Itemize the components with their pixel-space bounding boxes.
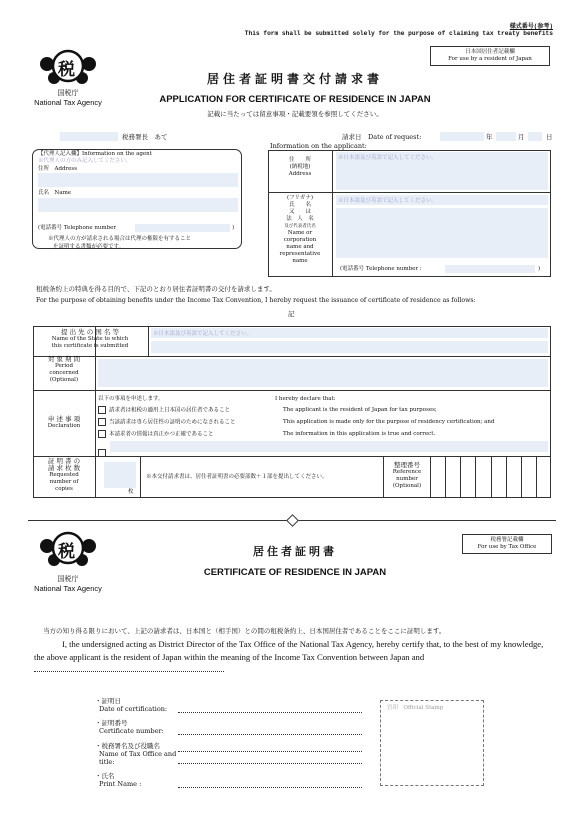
- declaration-item-2: [98, 418, 236, 427]
- cert-date-jp: ・証明日: [95, 697, 121, 705]
- resident-use-en: For use by a resident of Japan: [448, 56, 532, 62]
- state-en-1: Name of the State to which: [51, 336, 129, 342]
- tax-office-input[interactable]: [60, 132, 118, 141]
- request-month-input[interactable]: [496, 132, 516, 141]
- period-label: [35, 356, 93, 384]
- cert-name-line[interactable]: [178, 787, 362, 788]
- application-title-jp: 居住者証明書交付請求書: [206, 72, 383, 86]
- request-statement-jp: 租税条約上の特典を得る目的で、下記のとおり居住者証明書の交付を請求します。: [36, 285, 276, 293]
- declaration-other-input[interactable]: [110, 441, 548, 452]
- agency-name-en-bottom: National Tax Agency: [34, 584, 102, 593]
- office-use-jp: 税務署記載欄: [490, 537, 524, 543]
- address-hint: ※日本語及び英語で記入してください。: [338, 155, 438, 161]
- applicant-furigana-input[interactable]: [336, 195, 548, 205]
- copies-en-1: Requested: [49, 472, 79, 478]
- resident-use-jp: 日本国居住者記載欄: [465, 49, 515, 55]
- copies-jp-2: 請 求 枚 数: [47, 464, 81, 472]
- declaration-checkbox-3[interactable]: [98, 430, 106, 438]
- declaration-item-1-en: The applicant is the resident of Japan for tax purposes;: [283, 407, 437, 413]
- tax-office-suffix: 税務署長 あて: [122, 133, 168, 141]
- copies-divider: [140, 456, 141, 498]
- separator-diamond: [286, 514, 299, 527]
- name-jp-1: 氏 名: [288, 202, 311, 208]
- applicant-info-label: Information on the applicant:: [270, 142, 367, 150]
- request-year-input[interactable]: [440, 132, 484, 141]
- applicant-name-input[interactable]: [336, 208, 548, 258]
- nta-logo-bottom: [38, 530, 98, 570]
- state-divider: [148, 326, 149, 356]
- period-en-1: Period: [55, 363, 73, 369]
- agent-phone-input[interactable]: [135, 224, 230, 232]
- address-en: Address: [288, 171, 312, 177]
- cert-date-en: Date of certification:: [99, 705, 168, 713]
- state-input-jp[interactable]: [151, 328, 548, 338]
- applicant-row-divider: [268, 192, 551, 193]
- period-en-3: (Optional): [49, 377, 79, 383]
- declaration-checkbox-4[interactable]: [98, 449, 106, 457]
- declaration-label: [35, 416, 93, 430]
- request-statement-en: For the purpose of obtaining benefits under the Income Tax Convention, I hereby request the issuance of certificate of residence as follows:: [36, 297, 476, 304]
- name-hint: ※日本語及び英語で記入してください。: [338, 198, 438, 204]
- name-jp-3: 法 人 名: [286, 216, 314, 222]
- cert-field-2: [95, 719, 164, 735]
- certificate-title-jp: 居住者証明書: [253, 546, 337, 558]
- office-use-en: For use by Tax Office: [477, 544, 537, 550]
- cert-office-line-2[interactable]: [178, 763, 362, 764]
- day-label: 日: [546, 133, 553, 141]
- cert-field-3: [95, 742, 177, 766]
- logo-char: 税: [58, 60, 75, 79]
- partner-country-line[interactable]: [34, 663, 224, 672]
- name-en-1: Name or: [287, 230, 313, 236]
- declaration-en: Declaration: [47, 423, 81, 429]
- cert-number-jp: ・証明番号: [95, 719, 128, 727]
- state-hint: ※日本語及び英語で記入してください。: [153, 331, 253, 337]
- month-label: 月: [518, 133, 525, 141]
- applicant-phone-close: ): [538, 266, 541, 272]
- address-jp-2: (納税地): [289, 164, 311, 170]
- name-jp-4: 及び代表者氏名: [284, 224, 316, 229]
- application-title-en: APPLICATION FOR CERTIFICATE OF RESIDENCE IN JAPAN: [159, 94, 431, 105]
- agent-address-input[interactable]: [38, 173, 238, 187]
- period-input[interactable]: [98, 359, 548, 387]
- cert-office-en: Name of Tax Office and title:: [99, 750, 177, 766]
- year-label: 年: [486, 133, 493, 141]
- declaration-jp: 申 述 事 項: [47, 415, 81, 423]
- agent-heading: 【代理人記入欄】Information on the agent: [38, 151, 152, 157]
- declaration-item-2-jp: 当該請求は専ら居住性の証明のためになされること: [109, 419, 236, 426]
- official-stamp-box: [380, 700, 484, 786]
- applicant-name-label: [270, 195, 330, 265]
- cert-date-line[interactable]: [178, 712, 362, 713]
- cert-name-en: Print Name :: [99, 780, 142, 788]
- copies-input[interactable]: [104, 462, 136, 488]
- table-label-divider: [95, 326, 96, 498]
- request-date-label: 請求日 Date of request:: [342, 133, 422, 141]
- agent-name-label: 氏名 Name: [38, 190, 72, 196]
- declaration-item-3: [98, 430, 214, 439]
- agent-name-input[interactable]: [38, 198, 238, 212]
- ref-en-3: (Optional): [392, 483, 422, 489]
- declaration-head-en: I hereby declare that:: [275, 396, 336, 402]
- address-jp-1: 住 所: [288, 157, 311, 163]
- logo-char-bottom: 税: [58, 542, 75, 561]
- reference-number-cells[interactable]: [430, 456, 551, 498]
- agent-phone-label: (電話番号 Telephone number: [38, 225, 117, 231]
- copies-jp-1: 証 明 書 の: [47, 457, 81, 465]
- declaration-item-1-jp: 請求者は租税の適用上日本国の居住者であること: [109, 407, 231, 414]
- certificate-title-en: CERTIFICATE OF RESIDENCE IN JAPAN: [203, 567, 387, 578]
- period-en-2: concerned: [49, 370, 79, 376]
- declaration-item-3-en: The information in this application is true and correct.: [283, 431, 436, 437]
- declaration-item-3-jp: 本請求者の情報は真正かつ正確であること: [109, 431, 214, 438]
- applicant-phone-label: (電話番号 Telephone number :: [340, 266, 422, 272]
- furigana-label: (フリガナ): [286, 195, 314, 201]
- cert-number-en: Certificate number:: [99, 727, 164, 735]
- cert-office-jp: ・税務署名及び役職名: [95, 742, 160, 750]
- cert-field-1: [95, 697, 167, 713]
- ki-label: 記: [288, 310, 295, 318]
- name-en-4: representative: [279, 251, 321, 257]
- request-day-input[interactable]: [528, 132, 542, 141]
- copies-label: [35, 458, 93, 493]
- certificate-statement-jp: 当方の知り得る限りにおいて、上記の請求者は、日本国と（相手国）との間の租税条約上、日本国居住者であることをここに証明します。: [43, 627, 446, 635]
- agent-address-label: 住所 Address: [38, 166, 78, 172]
- applicant-phone-input[interactable]: [445, 265, 535, 273]
- ref-en-1: Reference: [392, 469, 422, 475]
- official-stamp-label: 官印 Official Stamp: [387, 705, 444, 711]
- name-en-5: name: [292, 258, 308, 264]
- declaration-item-2-en: This application is made only for the purpose of residency certification; and: [283, 419, 495, 425]
- copies-en-3: copies: [55, 486, 73, 492]
- nta-logo-top: [38, 48, 98, 88]
- cert-number-line[interactable]: [178, 734, 362, 735]
- agent-note-1: ※代理人の方が請求される場合は代理の権限を有すること: [48, 236, 192, 242]
- applicant-address-input[interactable]: [336, 152, 548, 190]
- agent-phone-close: ): [232, 225, 235, 231]
- resident-use-box: [430, 46, 550, 66]
- agency-name-jp-bottom: 国税庁: [57, 576, 79, 583]
- name-en-3: name and: [286, 244, 314, 250]
- reference-label: [384, 462, 430, 490]
- declaration-checkbox-2[interactable]: [98, 418, 106, 426]
- applicant-divider: [332, 150, 333, 277]
- state-input-en[interactable]: [151, 341, 548, 353]
- agency-name-en: National Tax Agency: [34, 98, 102, 107]
- cert-name-jp: ・氏名: [95, 772, 115, 780]
- state-jp: 提 出 先 の 国 名 等: [61, 328, 119, 336]
- state-en-2: this certificate is submitted: [51, 343, 129, 349]
- ref-jp: 整理番号: [394, 461, 420, 469]
- declaration-head-jp: 以下の事項を申述します。: [98, 396, 164, 402]
- table-row-1-divider: [33, 356, 551, 357]
- name-jp-2: 又 は: [288, 209, 311, 215]
- period-jp: 対 象 期 間: [47, 355, 81, 363]
- office-use-box: [462, 534, 552, 554]
- ref-en-2: number: [396, 476, 418, 482]
- copies-en-2: number of: [49, 479, 79, 485]
- table-row-2-divider: [33, 390, 551, 391]
- declaration-item-4: [98, 442, 109, 461]
- copies-unit: 枚: [128, 489, 134, 495]
- agent-only-hint: ※代理人の方のみ記入してください。: [38, 158, 132, 164]
- submission-notice: This form shall be submitted solely for the purpose of claiming tax treaty benefits: [244, 30, 553, 37]
- cert-office-line-1[interactable]: [178, 751, 362, 752]
- application-note: 記載に当たっては留意事項・記載要領を参照してください。: [207, 110, 383, 118]
- declaration-item-1: [98, 406, 230, 415]
- copies-note: ※本交付請求書は、居住者証明書の必要部数＋１部を提出してください。: [146, 474, 328, 480]
- agency-name-jp: 国税庁: [57, 90, 79, 97]
- cert-field-4: [95, 772, 141, 788]
- agent-note-2: を証明する書類が必要です。: [53, 244, 125, 250]
- certificate-statement-en: [34, 638, 551, 676]
- state-label: [35, 329, 145, 350]
- certificate-statement-en-text: I, the undersigned acting as District Director of the Tax Office of the National Tax Agency, hereby certify that, to the best of my knowledge, the above applicant is the resident of Japan within the meaning of the Income Tax Convention between Japan and: [34, 639, 544, 662]
- declaration-checkbox-1[interactable]: [98, 406, 106, 414]
- applicant-address-label: [270, 157, 330, 178]
- form-code: 様式番号(参考): [509, 23, 553, 30]
- name-en-2: corporation: [283, 237, 317, 243]
